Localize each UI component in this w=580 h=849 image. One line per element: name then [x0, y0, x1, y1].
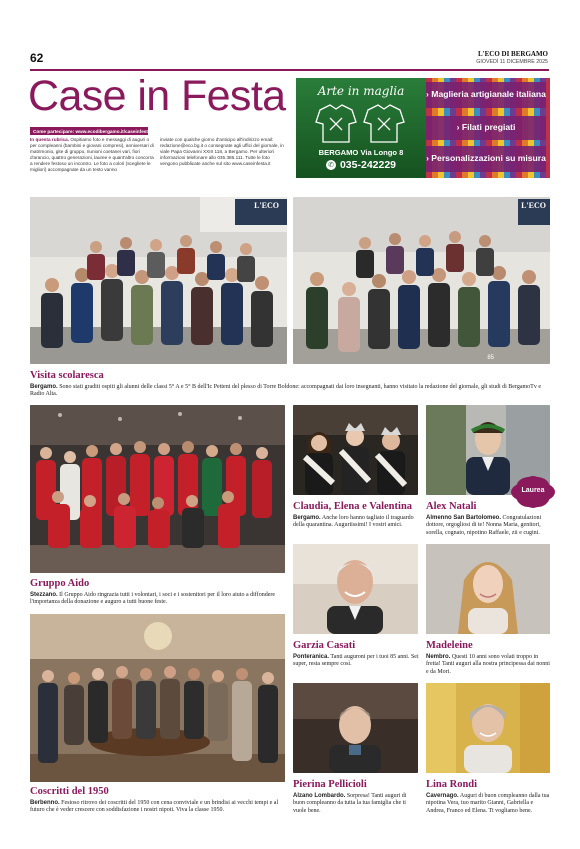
- story-body: Festoso ritrovo dei coscritti del 1950 con cena conviviale e un brindisi ai vecchi tempi e al futuro che è veder crescere con soddisfazione i nostri nipoti. Viva la classe 1950.: [30, 800, 279, 814]
- story-text-coscritti: [30, 800, 286, 815]
- pierina-pellicioli-photo: [293, 683, 418, 773]
- three-friends-photo: [293, 405, 418, 495]
- story-text-claudia-elena-valentina: [293, 515, 419, 530]
- story-body: Questi 10 anni sono volati troppo in fretta! Tanti auguri alla nostra principessa dai nonni e da Mori.: [426, 654, 550, 675]
- intro-column-2: inviate con qualche giorno d'anticipo all'indirizzo email: redazione@eco.bg.it o consegnate agli uffici del giornale, in viale Papa Giovanni XXIII 118, a Bergamo. Per ulteriori informazioni telefonare allo 035.386.111. Tutte le foto vengono pubblicate anche sul sito www.caseinfesta.it: [160, 137, 284, 166]
- story-title-pierina-pellicioli: Pierina Pellicioli: [293, 779, 367, 790]
- participation-link[interactable]: Come partecipare: www.ecodibergamo.it/caseinfesta: [33, 128, 151, 134]
- story-body: Tanti auguroni per i tuoi 85 anni. Sei super, resta sempre così.: [293, 654, 419, 668]
- section-title: Case in Festa: [28, 72, 286, 120]
- ad-phone-row[interactable]: [296, 159, 426, 171]
- story-body: Sono stati graditi ospiti gli alunni delle classi 5° A e 5° B dell'Ic Petteni del plesso di Torre Boldone: accompagnati dai loro insegnanti, hanno visitato la redazione del giornale, gli studi di BergamoTv e Radio Alta.: [30, 384, 541, 398]
- madeleine-photo: [426, 544, 550, 634]
- story-title-alex-natali: Alex Natali: [426, 501, 477, 512]
- garzia-casati-photo: [293, 544, 418, 634]
- publication-name: L'ECO DI BERGAMO: [477, 50, 548, 58]
- story-place: Bergamo.: [293, 515, 321, 521]
- story-title-aido: Gruppo Aido: [30, 578, 90, 589]
- story-body: Anche loro hanno tagliato il traguardo della quarantina. Auguriissimi! I vostri amici.: [293, 515, 414, 529]
- intro-text-1: Ospitiamo foto e messaggi di auguri o per compleanni (bambini e giovani compresi), anniversari di matrimonio, gite di gruppo, riunioni coetanei vari, fiori d'arancio, quattro generazioni, lauree e quant'altro concorra a rendere festoso un incontro. Le foto a colori (scegliete le migliori) accompagnate da un testo vanno: [30, 137, 154, 172]
- story-title-coscritti: Coscritti del 1950: [30, 786, 109, 797]
- story-text-aido: [30, 592, 286, 607]
- ad-left-panel: [296, 78, 426, 178]
- intro-lead: In questa rubrica.: [30, 137, 70, 142]
- story-text-garzia-casati: [293, 654, 419, 669]
- phone-icon: ✆: [326, 160, 336, 170]
- story-title-claudia-elena-valentina: Claudia, Elena e Valentina: [293, 501, 413, 512]
- story-text-pierina-pellicioli: [293, 793, 419, 815]
- graduation-badge: [508, 476, 558, 508]
- ad-phone: 035-242229: [339, 159, 397, 171]
- photo-number: 85: [487, 355, 494, 361]
- participation-banner: [30, 127, 151, 135]
- ad-item-custom: › Personalizzazioni su misura: [426, 146, 546, 172]
- story-title-garzia-casati: Garzia Casati: [293, 640, 356, 651]
- publication-date: GIOVEDÌ 11 DICEMBRE 2025: [476, 59, 548, 65]
- story-title-school-visit: Visita scolaresca: [30, 370, 104, 381]
- story-place: Bergamo.: [30, 384, 58, 390]
- story-title-madeleine: Madeleine: [426, 640, 473, 651]
- story-place: Berbenno.: [30, 800, 60, 806]
- story-text-school-visit: [30, 384, 550, 399]
- story-body: Il Gruppo Aido ringrazia tutti i volontari, i soci e i sostenitori per il loro aiuto a diffondere l'importanza della donazione e auguro a tutti buone feste.: [30, 592, 276, 606]
- story-text-alex-natali: [426, 515, 550, 537]
- school-visit-photo-left: [30, 197, 287, 364]
- banner-logo-right: L'ECO: [521, 201, 546, 210]
- ad-city: BERGAMO: [318, 148, 359, 157]
- story-place: Cavernago.: [426, 793, 459, 799]
- advertisement[interactable]: [296, 78, 550, 178]
- ad-item-knitwear: › Maglieria artigianale italiana: [426, 82, 546, 108]
- badge-label: Laurea: [521, 487, 545, 494]
- header-rule: [30, 69, 549, 71]
- ad-brand: Arte in maglia: [317, 84, 405, 98]
- ad-address: [296, 148, 426, 157]
- story-place: Ponteranica.: [293, 654, 330, 660]
- coscritti-1950-photo: [30, 614, 285, 782]
- ad-right-panel: [426, 78, 550, 178]
- story-place: Alzano Lombardo.: [293, 793, 346, 799]
- story-text-lina-rondi: [426, 793, 550, 815]
- story-place: Almenno San Bartolomeo.: [426, 515, 502, 521]
- aido-group-photo: [30, 405, 285, 573]
- story-body: Congratulazioni dottore, orgogliosi di te! Nonna Maria, genitori, sorella, cognato, nipotino Raffaele, zii e cugini.: [426, 515, 542, 536]
- story-body: Sorpresa! Tanti auguri di buon compleanno da tutta la tua famiglia che ti vuole bene.: [293, 793, 407, 814]
- story-body: Auguri di buon compleanno dalla tua nipotina Vera, tuo marito Gianni, Gabriella e Andrea, Franco ed Elena. Ti vogliamo bene.: [426, 793, 550, 814]
- intro-column-1: [30, 137, 154, 173]
- story-place: Stezzano.: [30, 592, 58, 598]
- ad-item-yarns: › Filati pregiati: [426, 116, 546, 140]
- story-place: Nembro.: [426, 654, 451, 660]
- story-text-madeleine: [426, 654, 550, 676]
- sweater-icon: [306, 100, 416, 146]
- school-visit-photo-right: [293, 197, 550, 364]
- banner-logo-left: L'ECO: [254, 201, 279, 210]
- ad-street: Via Longo 8: [360, 148, 404, 157]
- page-number: 62: [30, 51, 44, 65]
- lina-rondi-photo: [426, 683, 550, 773]
- story-title-lina-rondi: Lina Rondi: [426, 779, 478, 790]
